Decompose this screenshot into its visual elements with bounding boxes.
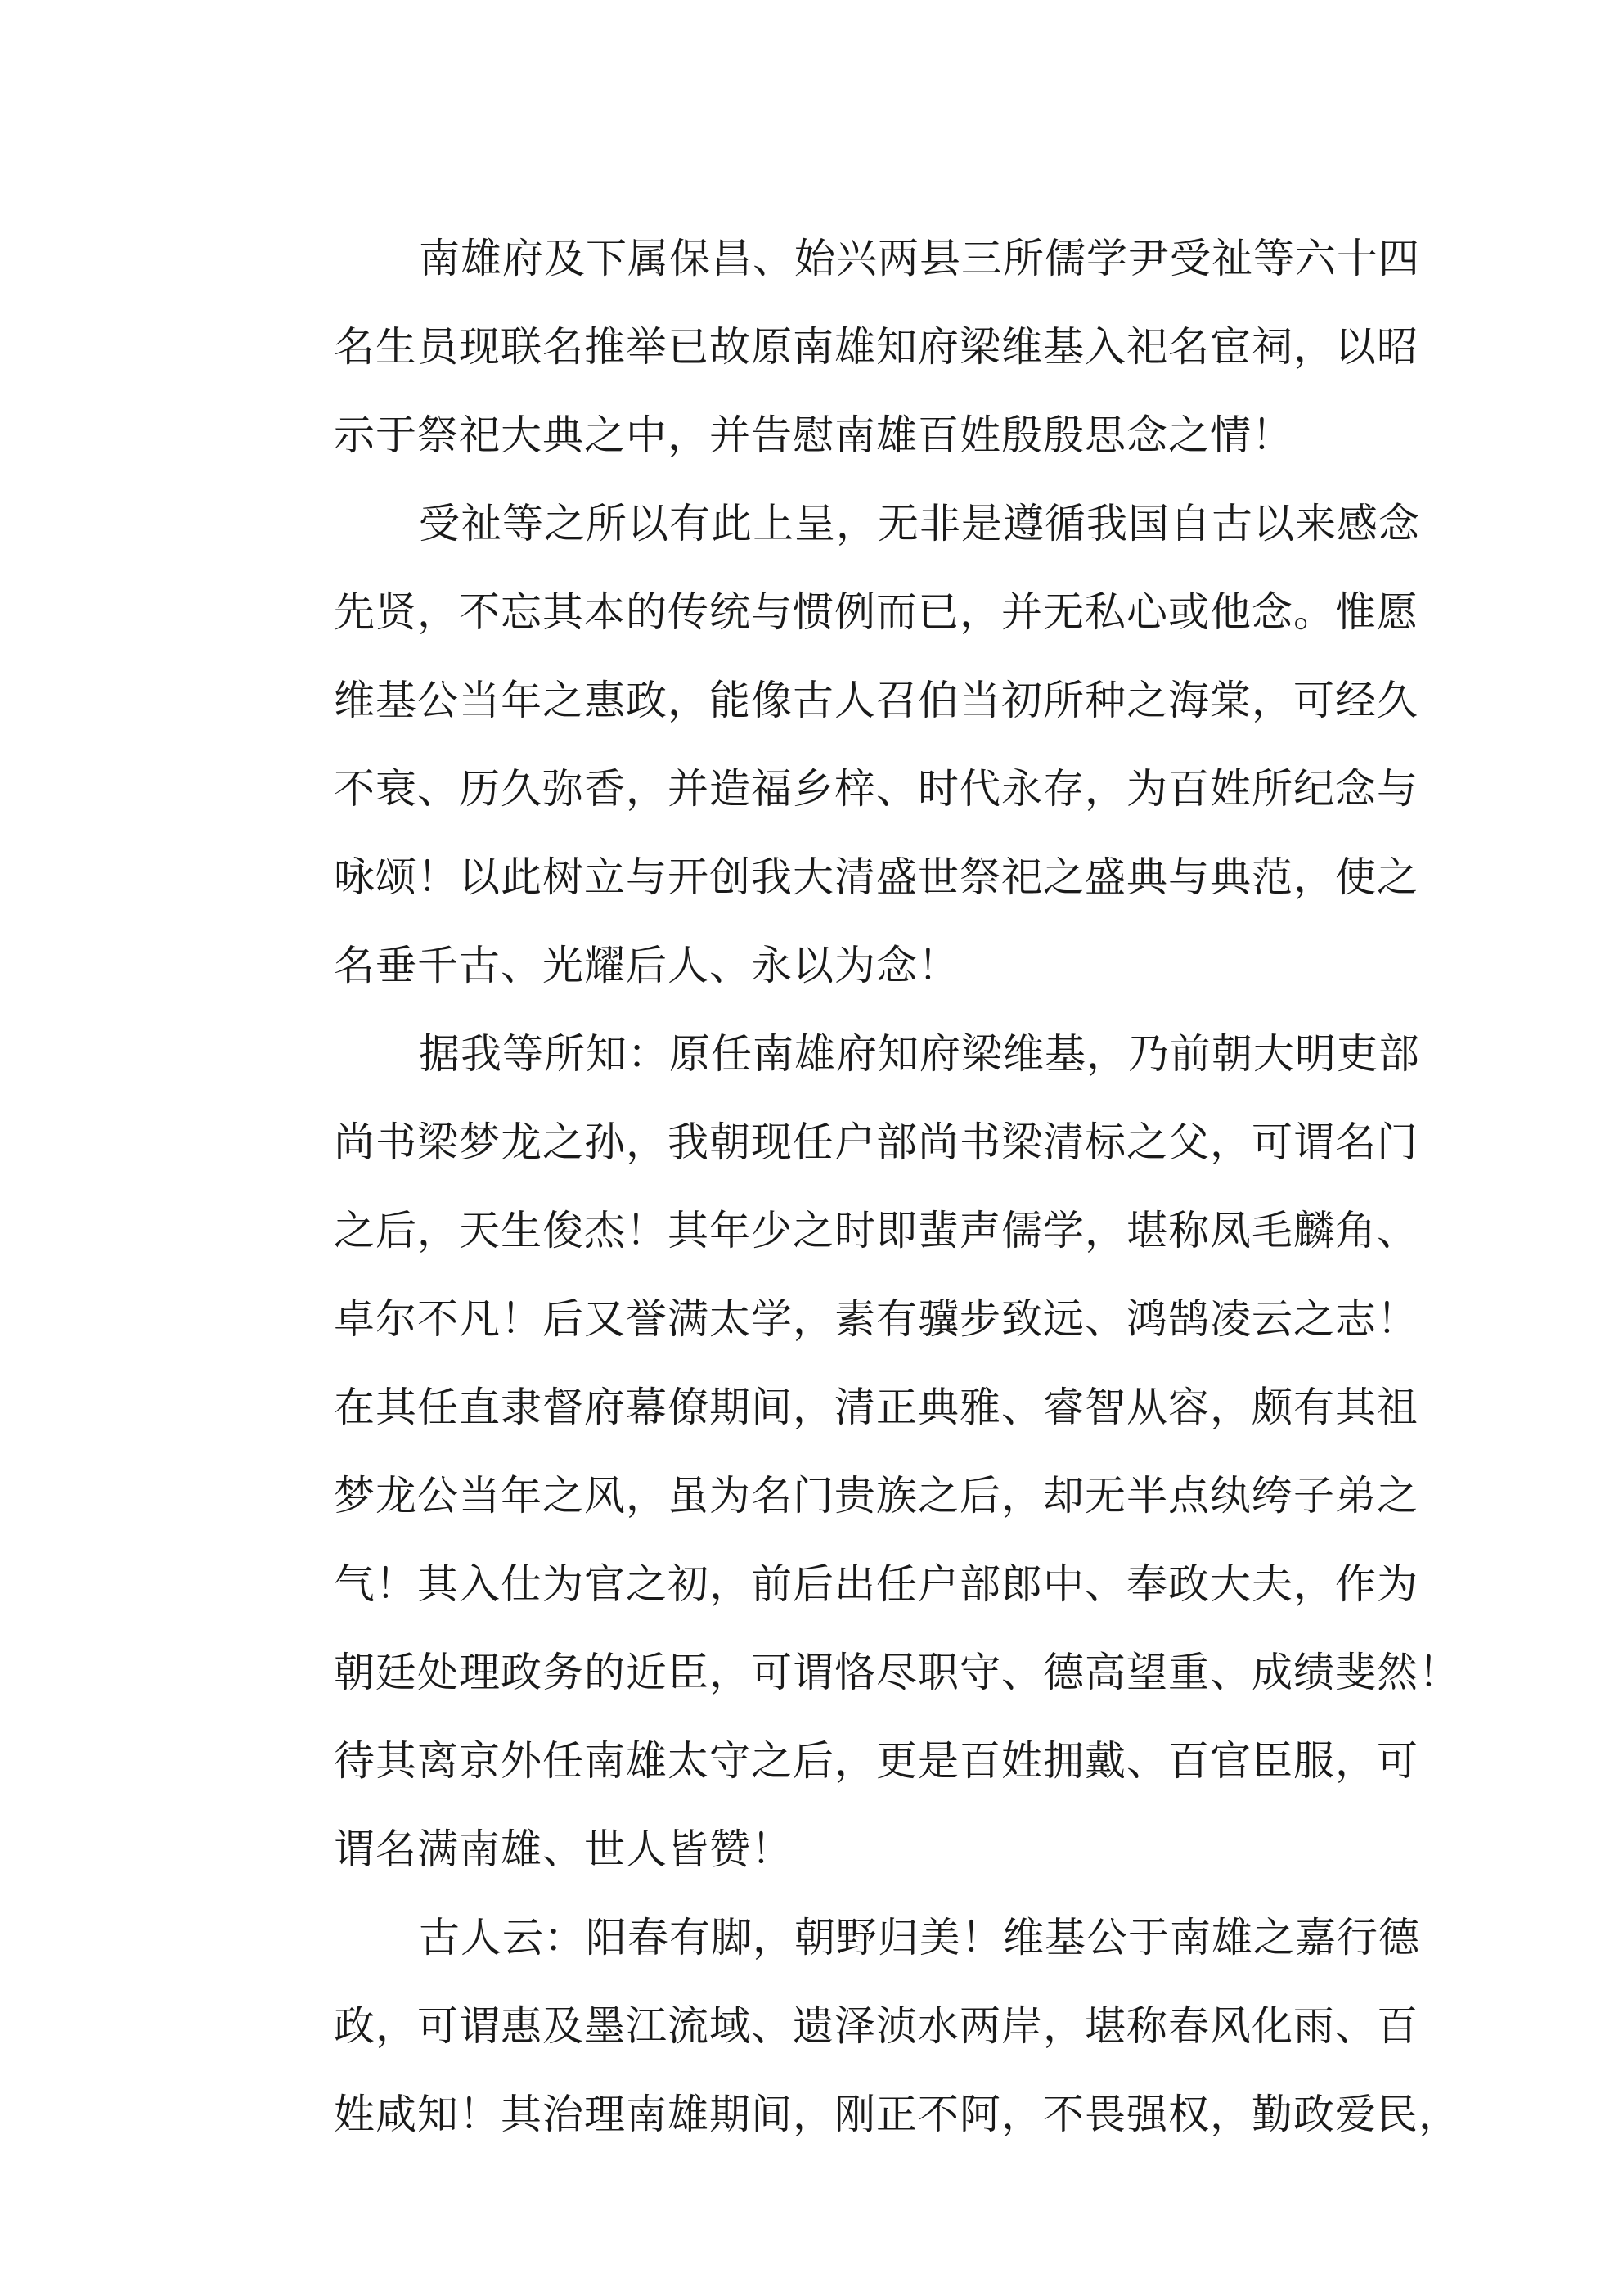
text-line: 待其离京外任南雄太守之后，更是百姓拥戴、百官臣服，可 — [334, 1737, 1418, 1785]
text-line: 气！其入仕为官之初，前后出任户部郎中、奉政大夫，作为 — [334, 1560, 1418, 1608]
paragraph-4 — [249, 1893, 1460, 2159]
text-line: 不衰、历久弥香，并造福乡梓、时代永存，为百姓所纪念与 — [334, 765, 1418, 813]
text-line: 维基公当年之惠政，能像古人召伯当初所种之海棠，可经久 — [334, 677, 1418, 724]
text-line: 咏颂！以此树立与开创我大清盛世祭祀之盛典与典范，使之 — [334, 853, 1418, 901]
text-line: 谓名满南雄、世人皆赞！ — [334, 1826, 793, 1873]
text-line: 受祉等之所以有此上呈，无非是遵循我国自古以来感念 — [419, 500, 1420, 547]
document-body — [249, 214, 1460, 2159]
text-line: 之后，天生俊杰！其年少之时即蜚声儒学，堪称凤毛麟角、 — [334, 1207, 1418, 1254]
text-line: 先贤，不忘其本的传统与惯例而已，并无私心或他念。惟愿 — [334, 588, 1418, 636]
paragraph-3 — [249, 1010, 1460, 1893]
text-line: 政，可谓惠及墨江流域、遗泽浈水两岸，堪称春风化雨、百 — [334, 2002, 1418, 2050]
text-line: 示于祭祀大典之中，并告慰南雄百姓殷殷思念之情！ — [334, 412, 1293, 459]
paragraph-1 — [249, 214, 1420, 479]
text-line: 据我等所知：原任南雄府知府梁维基，乃前朝大明吏部 — [419, 1030, 1420, 1078]
text-line: 南雄府及下属保昌、始兴两县三所儒学尹受祉等六十四 — [419, 235, 1420, 282]
text-line: 尚书梁梦龙之孙，我朝现任户部尚书梁清标之父，可谓名门 — [334, 1119, 1418, 1166]
text-line: 名垂千古、光耀后人、永以为念！ — [334, 942, 960, 989]
text-line: 在其任直隶督府幕僚期间，清正典雅、睿智从容，颇有其祖 — [334, 1384, 1418, 1431]
text-line: 卓尔不凡！后又誉满太学，素有骥步致远、鸿鹄凌云之志！ — [334, 1295, 1418, 1343]
text-line: 梦龙公当年之风，虽为名门贵族之后，却无半点纨绔子弟之 — [334, 1472, 1418, 1519]
text-line: 姓咸知！其治理南雄期间，刚正不阿，不畏强权，勤政爱民， — [334, 2091, 1460, 2138]
text-line: 古人云：阳春有脚，朝野归美！维基公于南雄之嘉行德 — [419, 1914, 1420, 1961]
text-line: 朝廷处理政务的近臣，可谓恪尽职守、德高望重、成绩斐然！ — [334, 1649, 1460, 1696]
paragraph-2 — [249, 479, 1420, 1010]
text-line: 名生员现联名推举已故原南雄知府梁维基入祀名宦祠，以昭 — [334, 323, 1418, 371]
